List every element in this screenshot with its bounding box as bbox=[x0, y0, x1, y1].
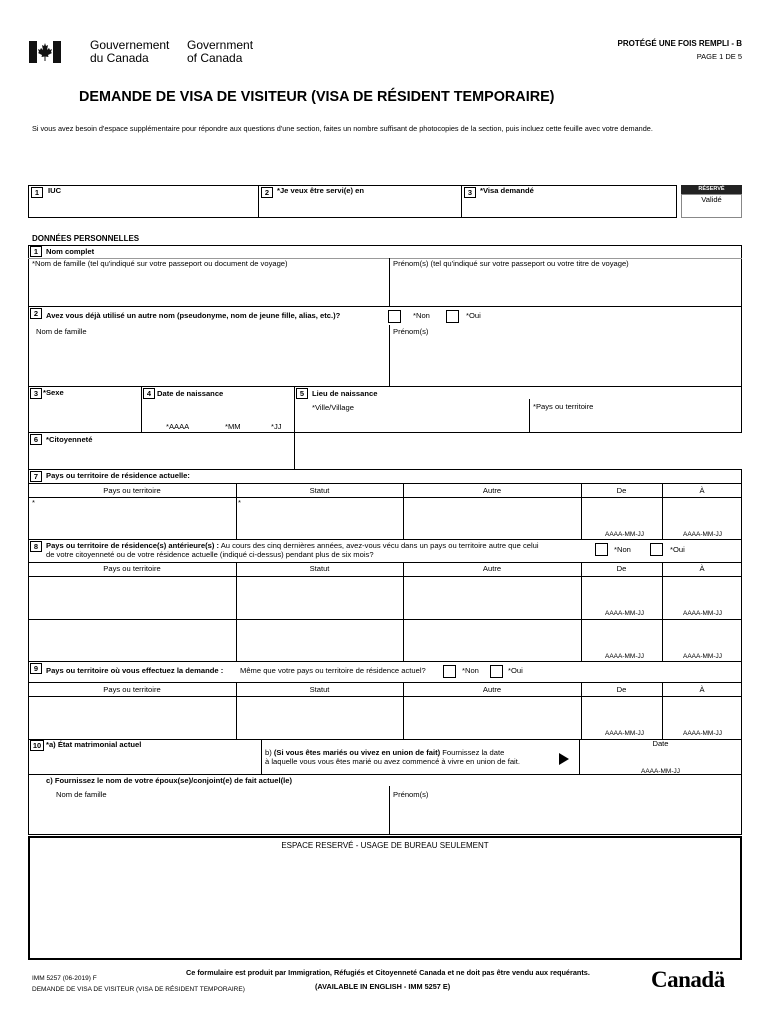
dob-year-label: *AAAA bbox=[166, 422, 190, 431]
q8-row1-country[interactable] bbox=[29, 577, 235, 618]
canada-wordmark: Canadä bbox=[651, 967, 725, 992]
p-q2-number: 2 bbox=[30, 308, 42, 319]
given-name-label: Prénom(s) (tel qu'indiqué sur votre passeport ou votre titre de voyage) bbox=[393, 259, 629, 268]
q8-label-rest: Au cours des cinq dernières années, avez-vous vécu dans un pays ou territoire autre que celui bbox=[219, 541, 539, 550]
q9-no-checkbox[interactable] bbox=[443, 665, 456, 678]
q8-row1-from-format: AAAA-MM-JJ bbox=[605, 610, 644, 617]
personal-section-title: DONNÉES PERSONNELLES bbox=[32, 234, 140, 243]
q3-label: *Visa demandé bbox=[480, 186, 534, 195]
q8-col-from: De bbox=[616, 564, 627, 573]
q7-col-status: Statut bbox=[309, 486, 330, 495]
q8-row2-status[interactable] bbox=[237, 620, 402, 661]
q7-label: Pays ou territoire de résidence actuelle: bbox=[46, 471, 190, 480]
p-q6-label: *Citoyenneté bbox=[46, 435, 93, 444]
q9-country-input[interactable] bbox=[29, 697, 235, 739]
footer-form-title: DEMANDE DE VISA DE VISITEUR (VISA DE RÉSIDENT TEMPORAIRE) bbox=[32, 986, 245, 993]
p-q2-label: Avez vous déjà utilisé un autre nom (pseudonyme, nom de jeune fille, alias, etc.)? bbox=[46, 311, 341, 320]
q9-from-format: AAAA-MM-JJ bbox=[605, 730, 644, 737]
protected-label: PROTÉGÉ UNE FOIS REMPLI - B bbox=[617, 39, 742, 48]
q7-to-format: AAAA-MM-JJ bbox=[683, 531, 722, 538]
q8-row1-status[interactable] bbox=[237, 577, 402, 618]
q8-label-line2: de votre citoyenneté ou de votre résidence actuelle (indiqué ci-dessus) pendant plus de six mois? bbox=[46, 550, 374, 559]
q8-row2-to-format: AAAA-MM-JJ bbox=[683, 653, 722, 660]
q2-given-label: Prénom(s) bbox=[393, 327, 429, 336]
page-number: PAGE 1 DE 5 bbox=[696, 52, 742, 61]
reserved-label: RÉSERVÉ bbox=[698, 185, 725, 192]
q9-col-other: Autre bbox=[482, 685, 502, 694]
dob-month-label: *MM bbox=[225, 422, 241, 431]
spouse-family-label: Nom de famille bbox=[56, 790, 107, 799]
birth-city-input[interactable] bbox=[296, 414, 528, 432]
q2-number: 2 bbox=[261, 187, 273, 198]
page-title: DEMANDE DE VISA DE VISITEUR (VISA DE RÉSIDENT TEMPORAIRE) bbox=[79, 89, 555, 105]
dob-day-label: *JJ bbox=[271, 422, 282, 431]
reserved-value: Validé bbox=[701, 195, 722, 204]
q8-col-to: À bbox=[699, 564, 705, 573]
p-q4-label: Date de naissance bbox=[157, 389, 224, 398]
q1-number: 1 bbox=[31, 187, 43, 198]
q9-no-label: *Non bbox=[462, 666, 479, 675]
q10b-bold: (Si vous êtes mariés ou vivez en union de fait) bbox=[273, 748, 441, 757]
q2-no-label: *Non bbox=[413, 311, 430, 320]
q9-status-input[interactable] bbox=[237, 697, 402, 739]
play-arrow-icon bbox=[559, 753, 569, 765]
birth-country-label: *Pays ou territoire bbox=[533, 402, 594, 411]
q9-other-input[interactable] bbox=[404, 697, 580, 739]
gov-en-line2: of Canada bbox=[187, 51, 243, 65]
q9-col-from: De bbox=[616, 685, 627, 694]
q7-required-status: * bbox=[238, 498, 241, 507]
q8-row1-other[interactable] bbox=[404, 577, 580, 618]
q2-yes-checkbox[interactable] bbox=[446, 310, 459, 323]
field-uci[interactable] bbox=[28, 185, 259, 218]
q8-yes-checkbox[interactable] bbox=[650, 543, 663, 556]
q8-col-status: Statut bbox=[309, 564, 330, 573]
marriage-date-format: AAAA-MM-JJ bbox=[641, 768, 680, 775]
q7-col-other: Autre bbox=[482, 486, 502, 495]
other-given-name-input[interactable] bbox=[390, 340, 741, 386]
q7-other-input[interactable] bbox=[404, 498, 580, 539]
footer-notice: Ce formulaire est produit par Immigration, Réfugiés et Citoyenneté Canada et ne doit pas être vendu aux requérants. bbox=[186, 968, 590, 977]
q7-required-country: * bbox=[32, 498, 35, 507]
q8-row2-other[interactable] bbox=[404, 620, 580, 661]
other-family-name-input[interactable] bbox=[29, 340, 388, 386]
p-q3-number: 3 bbox=[30, 388, 42, 399]
q9-same-label: Même que votre pays ou territoire de résidence actuel? bbox=[240, 666, 426, 675]
q8-col-other: Autre bbox=[482, 564, 502, 573]
form-code: IMM 5257 (06-2019) F bbox=[32, 975, 97, 982]
gov-fr-line1: Gouvernement bbox=[90, 38, 170, 52]
q2-family-label: Nom de famille bbox=[36, 327, 87, 336]
q1-label: IUC bbox=[48, 186, 62, 195]
q9-col-status: Statut bbox=[309, 685, 330, 694]
q7-col-country: Pays ou territoire bbox=[103, 486, 161, 495]
q7-country-input[interactable] bbox=[29, 498, 235, 539]
given-name-input[interactable] bbox=[390, 271, 741, 306]
q7-from-format: AAAA-MM-JJ bbox=[605, 531, 644, 538]
q8-no-label: *Non bbox=[614, 545, 631, 554]
q7-col-to: À bbox=[699, 486, 705, 495]
gov-en-line1: Government bbox=[187, 38, 254, 52]
q9-yes-label: *Oui bbox=[508, 666, 523, 675]
q2-yes-label: *Oui bbox=[466, 311, 481, 320]
office-use-block bbox=[28, 836, 742, 960]
p-q1-label: Nom complet bbox=[46, 247, 95, 256]
q8-row1-to-format: AAAA-MM-JJ bbox=[683, 610, 722, 617]
q7-status-input[interactable] bbox=[237, 498, 402, 539]
q8-number: 8 bbox=[30, 541, 42, 552]
q8-label-bold: Pays ou territoire de résidence(s) antérieure(s) : bbox=[46, 541, 220, 550]
q8-yes-label: *Oui bbox=[670, 545, 685, 554]
q2-no-checkbox[interactable] bbox=[388, 310, 401, 323]
instructions: Si vous avez besoin d'espace supplémentaire pour répondre aux questions d'une section, faites un nombre suffisant de photocopies de la section, puis incluez cette feuille avec votre demande. bbox=[32, 124, 653, 133]
q7-col-from: De bbox=[616, 486, 627, 495]
q9-to-format: AAAA-MM-JJ bbox=[683, 730, 722, 737]
p-q5-number: 5 bbox=[296, 388, 308, 399]
q9-number: 9 bbox=[30, 663, 42, 674]
q10b-label-line2: à laquelle vous vous êtes marié ou avez commencé à vivre en union de fait. bbox=[265, 757, 520, 766]
p-q1-number: 1 bbox=[30, 246, 42, 257]
family-name-input[interactable] bbox=[29, 271, 388, 306]
q9-label: Pays ou territoire où vous effectuez la demande : bbox=[46, 666, 224, 675]
office-use-label: ESPACE RESERVÉ - USAGE DE BUREAU SEULEMENT bbox=[281, 841, 489, 850]
q3-number: 3 bbox=[464, 187, 476, 198]
family-name-label: *Nom de famille (tel qu'indiqué sur votre passeport ou document de voyage) bbox=[32, 259, 288, 268]
q10-number: 10 bbox=[30, 740, 44, 751]
footer-english-note: (AVAILABLE IN ENGLISH - IMM 5257 E) bbox=[315, 982, 451, 991]
q9-col-country: Pays ou territoire bbox=[103, 685, 161, 694]
q10a-label: *a) État matrimonial actuel bbox=[46, 740, 142, 749]
q9-col-to: À bbox=[699, 685, 705, 694]
q10b-rest: Fournissez la date bbox=[440, 748, 505, 757]
q10b-prefix: b) bbox=[265, 748, 274, 757]
q8-row2-from-format: AAAA-MM-JJ bbox=[605, 653, 644, 660]
p-q6-number: 6 bbox=[30, 434, 42, 445]
p-q3-label: *Sexe bbox=[43, 388, 64, 397]
q10c-label: c) Fournissez le nom de votre époux(se)/conjoint(e) de fait actuel(le) bbox=[46, 776, 292, 785]
q8-no-checkbox[interactable] bbox=[595, 543, 608, 556]
spouse-given-input[interactable] bbox=[390, 802, 741, 834]
q8-row2-country[interactable] bbox=[29, 620, 235, 661]
spouse-given-label: Prénom(s) bbox=[393, 790, 429, 799]
p-q5-label: Lieu de naissance bbox=[312, 389, 378, 398]
marriage-date-label: Date bbox=[652, 739, 669, 748]
q7-number: 7 bbox=[30, 471, 42, 482]
gov-fr-line2: du Canada bbox=[90, 51, 149, 65]
birth-city-label: *Ville/Village bbox=[312, 403, 354, 412]
q2-label: *Je veux être servi(e) en bbox=[277, 186, 364, 195]
q8-col-country: Pays ou territoire bbox=[103, 564, 161, 573]
q9-yes-checkbox[interactable] bbox=[490, 665, 503, 678]
canada-flag-icon bbox=[29, 41, 61, 63]
p-q4-number: 4 bbox=[143, 388, 155, 399]
spouse-family-input[interactable] bbox=[29, 802, 388, 834]
birth-country-input[interactable] bbox=[530, 414, 741, 432]
